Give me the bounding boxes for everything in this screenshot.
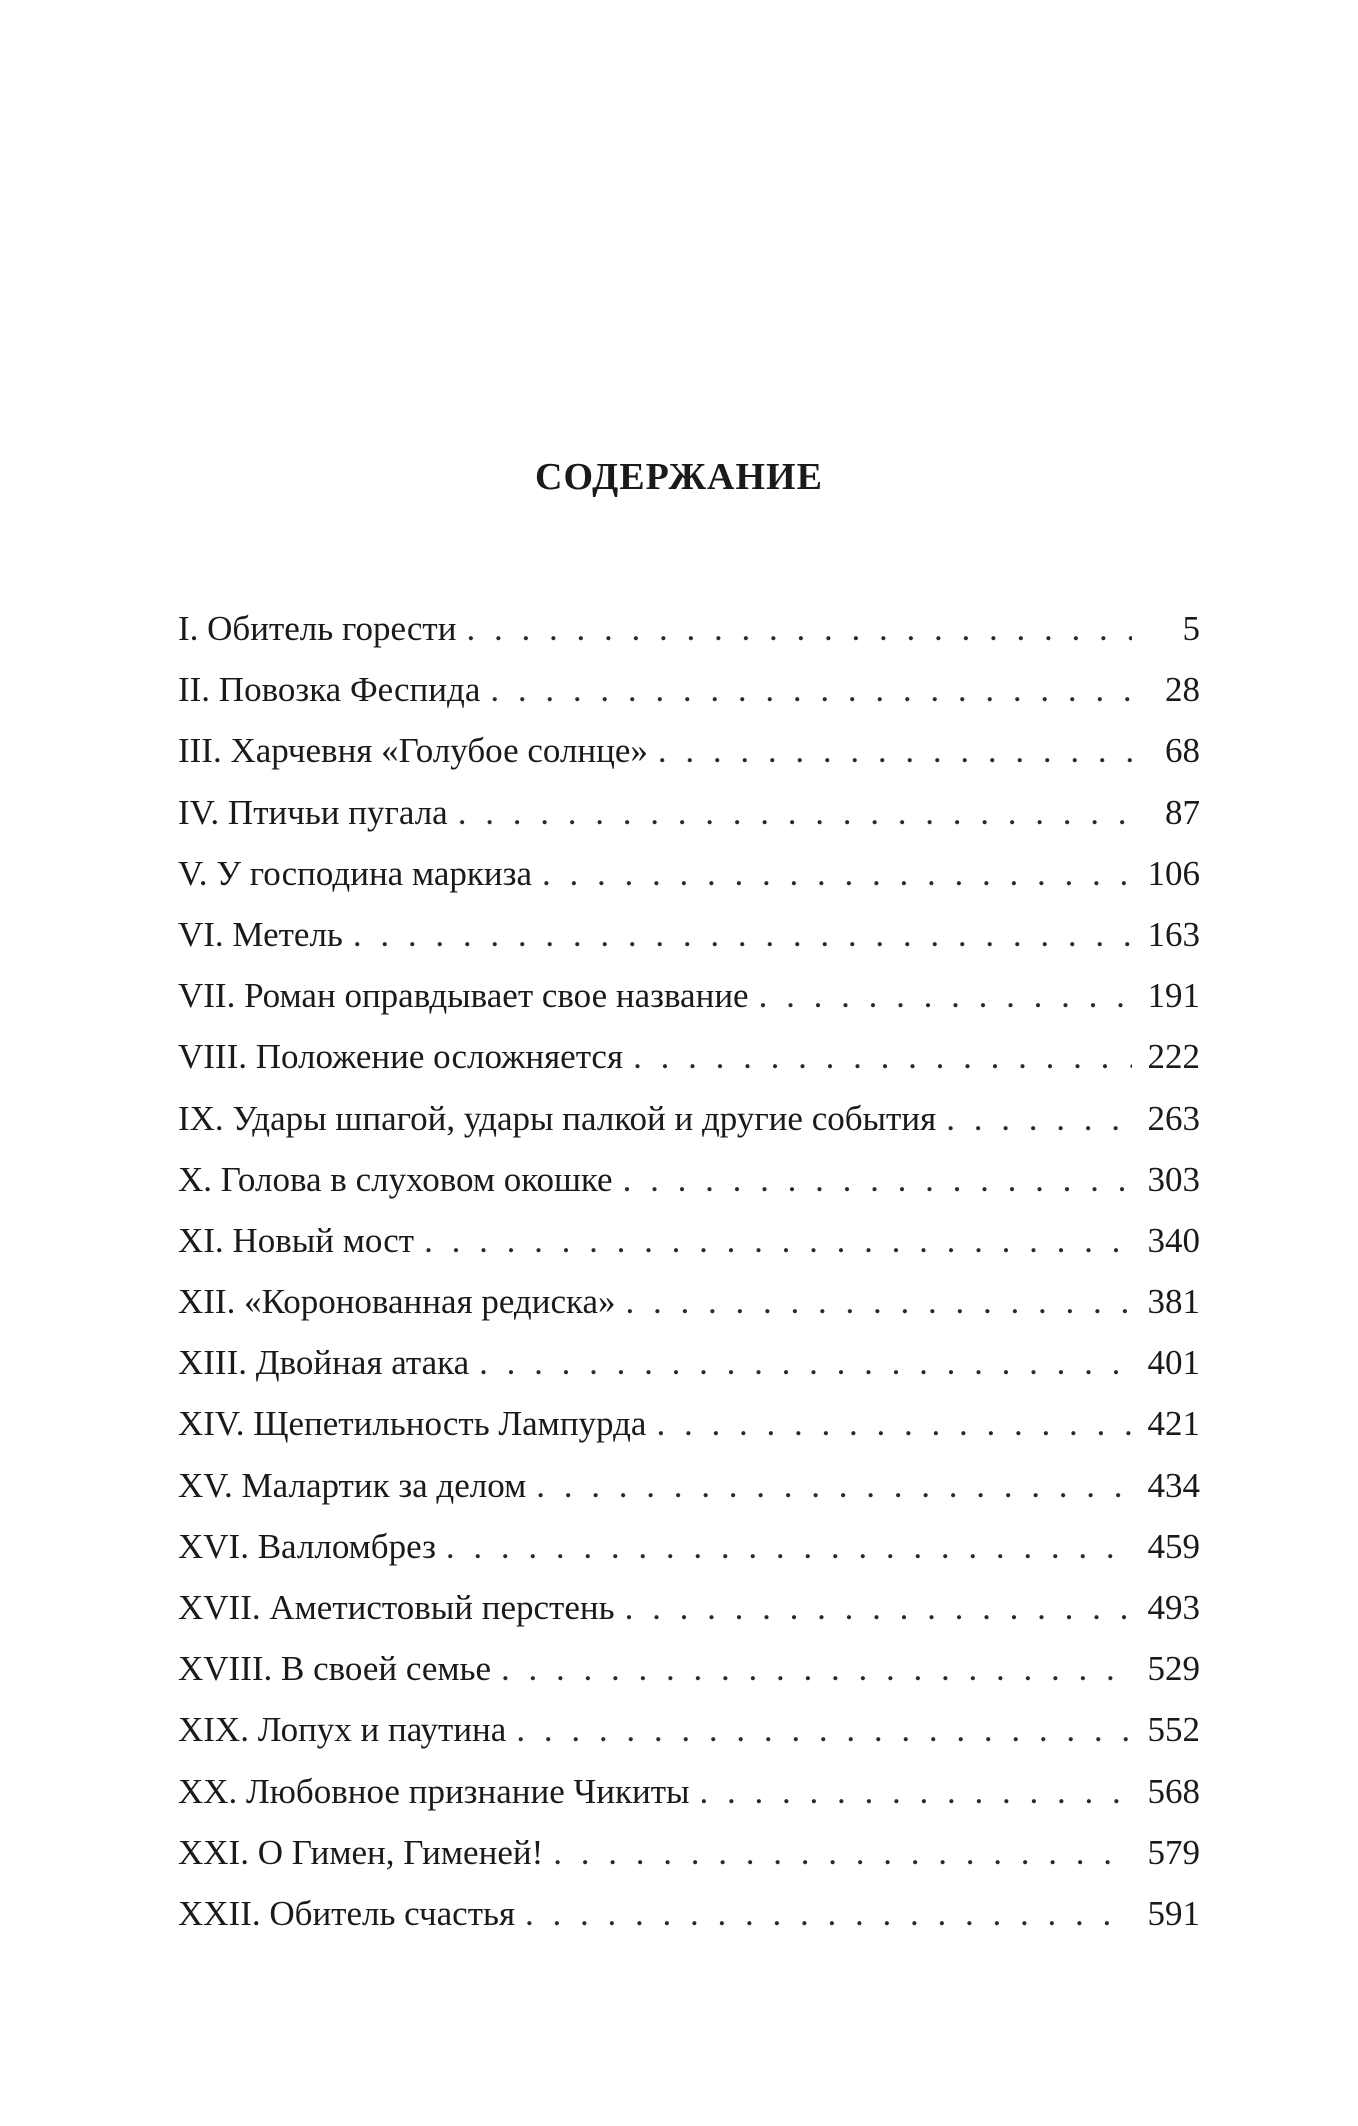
page-number: 163 (1147, 914, 1200, 954)
toc-entry (178, 1761, 1200, 1822)
dot-leader (656, 1393, 1132, 1454)
page-number: 529 (1147, 1649, 1200, 1689)
toc-entry (178, 1332, 1200, 1393)
toc-entry (178, 598, 1200, 659)
chapter-title: IX. Удары шпагой, удары палкой и другие события (178, 1098, 937, 1138)
toc-entry (178, 1516, 1200, 1577)
dot-leader (424, 1210, 1132, 1271)
chapter-title: XVII. Аметистовый перстень (178, 1588, 615, 1627)
dot-leader (700, 1761, 1132, 1822)
page-number: 68 (1165, 731, 1200, 771)
page-number: 459 (1147, 1526, 1200, 1566)
chapter-title: X. Голова в слуховом окошке (178, 1159, 613, 1199)
dot-leader (458, 782, 1132, 843)
chapter-title: XIV. Щепетильность Лампурда (178, 1404, 647, 1444)
page-number: 568 (1147, 1771, 1200, 1811)
chapter-title: XIX. Лопух и паутина (178, 1710, 507, 1750)
table-of-contents (178, 598, 1200, 1944)
dot-leader (466, 598, 1132, 659)
dot-leader (536, 1455, 1132, 1516)
page-number: 493 (1147, 1588, 1200, 1627)
chapter-title: XV. Малартик за делом (178, 1465, 527, 1505)
page-number: 421 (1147, 1404, 1200, 1444)
toc-entry (178, 1393, 1200, 1454)
chapter-title: VIII. Положение осложняется (178, 1037, 624, 1077)
dot-leader (623, 1149, 1132, 1210)
page-number: 28 (1165, 670, 1200, 710)
toc-entry (178, 659, 1200, 720)
chapter-title: XXII. Обитель счастья (178, 1893, 516, 1933)
toc-entry (178, 1699, 1200, 1760)
dot-leader (501, 1638, 1132, 1699)
toc-entry (178, 1883, 1200, 1944)
dot-leader (626, 1271, 1132, 1332)
chapter-title: XVIII. В своей семье (178, 1649, 492, 1689)
dot-leader (490, 659, 1132, 720)
chapter-title: III. Харчевня «Голубое солнце» (178, 731, 648, 771)
dot-leader (946, 1088, 1132, 1149)
toc-entry (178, 720, 1200, 781)
toc-entry (178, 1026, 1200, 1087)
toc-entry (178, 1577, 1200, 1638)
chapter-title: XI. Новый мост (178, 1220, 415, 1260)
dot-leader (658, 720, 1132, 781)
toc-entry (178, 843, 1200, 904)
toc-entry (178, 1210, 1200, 1271)
toc-entry (178, 965, 1200, 1026)
dot-leader (553, 1822, 1132, 1883)
toc-entry (178, 1271, 1200, 1332)
page-number: 191 (1147, 976, 1200, 1016)
dot-leader (625, 1577, 1132, 1638)
chapter-title: I. Обитель горести (178, 609, 457, 648)
page-number: 381 (1147, 1282, 1200, 1322)
toc-entry (178, 782, 1200, 843)
page-number: 106 (1147, 853, 1200, 893)
dot-leader (633, 1026, 1132, 1087)
toc-entry (178, 1822, 1200, 1883)
dot-leader (353, 904, 1132, 965)
page-number: 434 (1147, 1465, 1200, 1505)
page-number: 579 (1147, 1832, 1200, 1872)
page-number: 87 (1165, 792, 1200, 832)
page-number: 401 (1147, 1343, 1200, 1383)
chapter-title: IV. Птичьи пугала (178, 792, 448, 832)
dot-leader (446, 1516, 1132, 1577)
page-number: 340 (1147, 1220, 1200, 1260)
chapter-title: XX. Любовное признание Чикиты (178, 1771, 690, 1811)
chapter-title: VI. Метель (178, 914, 343, 954)
chapter-title: VII. Роман оправдывает свое название (178, 976, 749, 1016)
page-number: 222 (1147, 1037, 1200, 1077)
chapter-title: XII. «Коронованная редиска» (178, 1282, 616, 1322)
page-number: 263 (1147, 1098, 1200, 1138)
dot-leader (516, 1699, 1132, 1760)
toc-entry (178, 1455, 1200, 1516)
dot-leader (525, 1883, 1132, 1944)
toc-entry (178, 1149, 1200, 1210)
chapter-title: XXI. О Гимен, Гименей! (178, 1832, 544, 1872)
chapter-title: XVI. Валломбрез (178, 1526, 436, 1566)
page-number: 5 (1182, 609, 1200, 648)
dot-leader (479, 1332, 1132, 1393)
page-number: 552 (1147, 1710, 1200, 1750)
toc-entry (178, 904, 1200, 965)
chapter-title: V. У господина маркиза (178, 853, 532, 893)
toc-entry (178, 1088, 1200, 1149)
dot-leader (542, 843, 1132, 904)
page-number: 303 (1147, 1159, 1200, 1199)
toc-entry (178, 1638, 1200, 1699)
page-title: СОДЕРЖАНИЕ (535, 456, 823, 498)
page-number: 591 (1147, 1893, 1200, 1933)
chapter-title: II. Повозка Феспида (178, 670, 481, 710)
chapter-title: XIII. Двойная атака (178, 1343, 470, 1383)
dot-leader (759, 965, 1132, 1026)
